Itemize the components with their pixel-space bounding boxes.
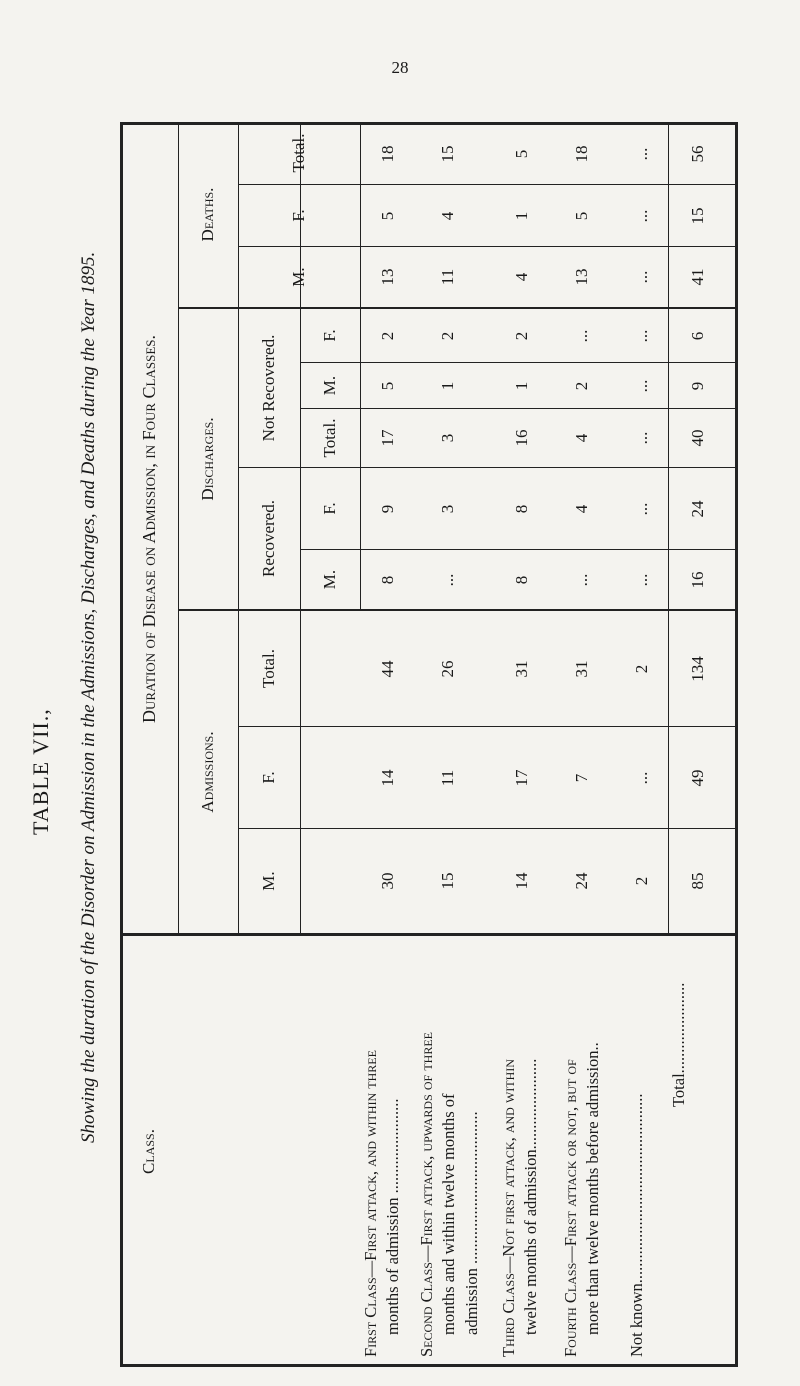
cell-rec-f-row1: 9	[378, 504, 397, 514]
cell-nr-f-row6: 6	[688, 331, 707, 341]
cell-rec-f-row6: 24	[688, 500, 707, 518]
adm-m-label: M.	[258, 871, 278, 891]
cell-nr-f-row2: 2	[438, 331, 457, 341]
cell-d-m-row3: 4	[512, 272, 531, 282]
cell-rec-t-row4: 4	[572, 433, 591, 443]
adm-f-label: F.	[258, 771, 278, 784]
cell-adm-m-row1: 30	[378, 872, 397, 890]
cell-rec-m-row4: ...	[572, 573, 591, 587]
cell-rec-m-row5: ...	[632, 573, 651, 587]
cell-rec-t-row2: 3	[438, 433, 457, 443]
d-total-label: Total.	[288, 133, 308, 173]
table-title-block	[0, 0, 120, 1386]
cell-adm-t-row5: 2	[632, 664, 651, 674]
cell-adm-m-row6: 85	[688, 872, 707, 890]
table-subtitle: Showing the duration of the Disorder on Admission in the Admissions, Discharges, and Deaths during the Year 1895.	[78, 251, 99, 1143]
cell-rec-f-row3: 8	[512, 504, 531, 514]
cell-d-f-row5: ...	[632, 209, 651, 223]
page-number: 28	[391, 58, 409, 77]
cell-adm-t-row6: 134	[688, 656, 707, 682]
cell-d-m-row2: 11	[438, 268, 457, 286]
rec-f-label: F.	[319, 502, 339, 515]
cell-rec-f-row5: ...	[632, 502, 651, 516]
cell-adm-f-row2: 11	[438, 769, 457, 787]
class-row-3: Third Class—Not first attack, and within twelve months of admission......................	[499, 1058, 541, 1357]
cell-nr-f-row5: ...	[632, 329, 651, 343]
cell-d-m-row4: 13	[572, 268, 591, 286]
cell-d-t-row1: 18	[378, 145, 397, 163]
cell-d-t-row3: 5	[512, 149, 531, 159]
cell-adm-f-row4: 7	[572, 773, 591, 783]
table-label: TABLE VII.,	[28, 708, 53, 835]
cell-adm-t-row2: 26	[438, 660, 457, 678]
cell-d-m-row6: 41	[688, 268, 707, 286]
cell-rec-t-row3: 16	[512, 429, 531, 447]
cell-adm-f-row6: 49	[688, 769, 707, 787]
cell-adm-m-row5: 2	[632, 876, 651, 886]
cell-adm-f-row1: 14	[378, 769, 397, 787]
nr-m-label: M.	[319, 375, 339, 396]
cell-adm-t-row3: 31	[512, 660, 531, 678]
cell-d-t-row4: 18	[572, 145, 591, 163]
cell-nr-m-row4: 2	[572, 381, 591, 391]
duration-header: Duration of Disease on Admission, in Four Classes.	[138, 335, 159, 723]
cell-d-m-row1: 13	[378, 268, 397, 286]
cell-nr-m-row6: 9	[688, 381, 707, 391]
cell-adm-f-row5: ...	[632, 771, 651, 785]
cell-d-t-row6: 56	[688, 145, 707, 163]
divider-class	[120, 933, 738, 936]
discharges-header: Discharges.	[197, 417, 217, 501]
cell-adm-m-row4: 24	[572, 872, 591, 890]
cell-d-f-row1: 5	[378, 211, 397, 221]
cell-d-f-row6: 15	[688, 207, 707, 225]
adm-total-label: Total.	[258, 649, 278, 688]
cell-d-m-row5: ...	[632, 270, 651, 284]
cell-adm-f-row3: 17	[512, 769, 531, 787]
cell-rec-m-row6: 16	[688, 571, 707, 589]
cell-adm-m-row2: 15	[438, 872, 457, 890]
cell-adm-m-row3: 14	[512, 872, 531, 890]
cell-rec-m-row1: 8	[378, 575, 397, 585]
cell-adm-t-row1: 44	[378, 660, 397, 678]
cell-d-f-row2: 4	[438, 211, 457, 221]
cell-rec-m-row3: 8	[512, 575, 531, 585]
rec-total-label: Total.	[319, 418, 339, 458]
deaths-header: Deaths.	[197, 187, 217, 242]
cell-nr-m-row1: 5	[378, 381, 397, 391]
cell-d-f-row4: 5	[572, 211, 591, 221]
cell-nr-m-row5: ...	[632, 379, 651, 393]
cell-d-t-row5: ...	[632, 147, 651, 161]
cell-rec-f-row2: 3	[438, 504, 457, 514]
not-recovered-header: Not Recovered.	[258, 334, 278, 442]
d-m-label: M.	[288, 267, 308, 287]
cell-nr-m-row2: 1	[438, 381, 457, 391]
cell-rec-t-row6: 40	[688, 429, 707, 447]
rec-m-label: M.	[319, 569, 339, 590]
cell-nr-f-row3: 2	[512, 331, 531, 341]
cell-adm-t-row4: 31	[572, 660, 591, 678]
cell-d-t-row2: 15	[438, 145, 457, 163]
cell-rec-t-row1: 17	[378, 429, 397, 447]
class-row-5: Not known..............................................	[627, 1093, 646, 1357]
admissions-header: Admissions.	[197, 731, 217, 813]
cell-rec-m-row2: ...	[438, 573, 457, 587]
cell-rec-f-row4: 4	[572, 504, 591, 514]
class-row-total: Total......................	[669, 982, 688, 1107]
class-row-4: Fourth Class—First attack or not, but of more than twelve months before admission..	[561, 1042, 603, 1357]
class-row-1: First Class—First attack, and within three months of admission .......................	[361, 1050, 403, 1357]
cell-nr-f-row4: ...	[572, 329, 591, 343]
cell-nr-f-row1: 2	[378, 331, 397, 341]
d-f-label: F.	[288, 209, 308, 222]
cell-rec-t-row5: ...	[632, 431, 651, 445]
cell-d-f-row3: 1	[512, 211, 531, 221]
recovered-header: Recovered.	[258, 500, 278, 577]
data-table	[120, 122, 738, 1367]
class-header: Class.	[138, 1129, 158, 1174]
cell-nr-m-row3: 1	[512, 381, 531, 391]
class-row-2: Second Class—First attack, upwards of three months and within twelve months of admission .....................................	[417, 1031, 481, 1357]
nr-f-label: F.	[319, 329, 339, 342]
